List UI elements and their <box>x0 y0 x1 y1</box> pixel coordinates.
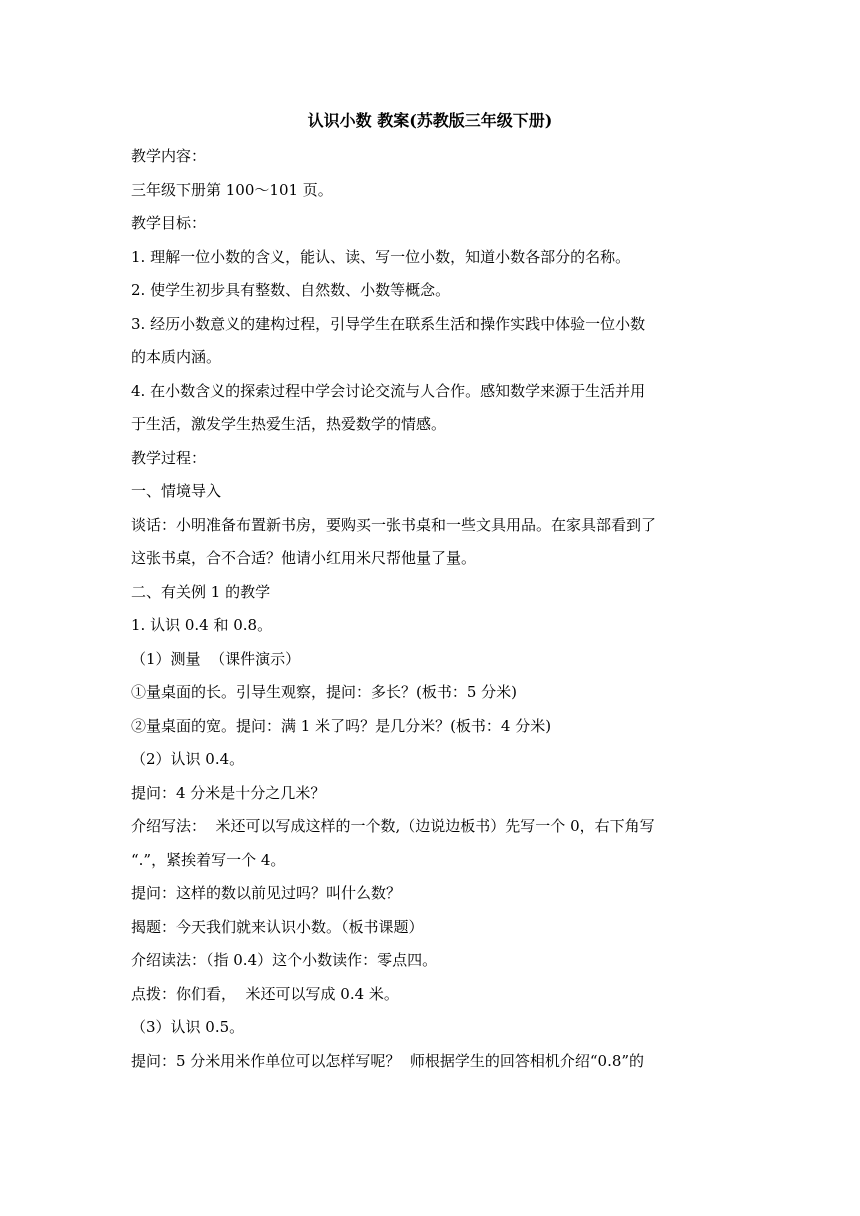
paragraph-line: 提问：5 分米用米作单位可以怎样写呢？ 师根据学生的回答相机介绍“0.8”的 <box>131 1051 645 1070</box>
paragraph-line: 教学内容： <box>131 147 207 165</box>
paragraph-line: 提问：这样的数以前见过吗？叫什么数？ <box>131 884 402 902</box>
paragraph-line: 一、情境导入 <box>131 482 222 500</box>
paragraph-line: 4. 在小数含义的探索过程中学会讨论交流与人合作。感知数学来源于生活并用 <box>131 381 646 400</box>
paragraph-line: 点拨：你们看， 米还可以写成 0.4 米。 <box>131 984 399 1003</box>
paragraph-line: 三年级下册第 100～101 页。 <box>131 180 333 199</box>
paragraph-line: 1. 理解一位小数的含义，能认、读、写一位小数，知道小数各部分的名称。 <box>131 247 631 266</box>
document-body <box>131 145 731 1083</box>
paragraph-line: 教学过程： <box>131 448 207 467</box>
paragraph-line: ①量桌面的长。引导生观察，提问：多长？(板书：5 分米) <box>131 683 518 701</box>
paragraph-line: （3）认识 0.5。 <box>131 1018 245 1036</box>
paragraph-line: 教学目标： <box>131 214 207 232</box>
paragraph-line: “.”，紧挨着写一个 4。 <box>131 850 286 869</box>
paragraph-line: 提问：4 分米是十分之几米？ <box>131 783 326 802</box>
paragraph-line: 2. 使学生初步具有整数、自然数、小数等概念。 <box>131 281 451 299</box>
paragraph-line: 介绍读法：（指 0.4）这个小数读作：零点四。 <box>131 951 438 969</box>
paragraph-line: 3. 经历小数意义的建构过程，引导学生在联系生活和操作实践中体验一位小数 <box>131 314 646 333</box>
paragraph-line: 这张书桌，合不合适？他请小红用米尺帮他量了量。 <box>131 549 477 567</box>
paragraph-line: 谈话：小明准备布置新书房，要购买一张书桌和一些文具用品。在家具部看到了 <box>131 515 657 534</box>
document-title: 认识小数 教案(苏教版三年级下册) <box>307 111 553 130</box>
paragraph-line: （1）测量 （课件演示） <box>131 649 301 668</box>
paragraph-line: 1. 认识 0.4 和 0.8。 <box>131 616 273 634</box>
paragraph-line: 二、有关例 1 的教学 <box>131 582 271 601</box>
paragraph-line: 的本质内涵。 <box>131 348 222 366</box>
paragraph-line: 介绍写法： 米还可以写成这样的一个数,（边说边板书）先写一个 0，右下角写 <box>131 817 655 835</box>
paragraph-line: ②量桌面的宽。提问：满 1 米了吗？是几分米？(板书：4 分米) <box>131 716 552 735</box>
paragraph-line: 揭题：今天我们就来认识小数。（板书课题） <box>131 917 424 936</box>
paragraph-line: 于生活，激发学生热爱生活，热爱数学的情感。 <box>131 415 447 433</box>
paragraph-line: （2）认识 0.4。 <box>131 750 245 768</box>
